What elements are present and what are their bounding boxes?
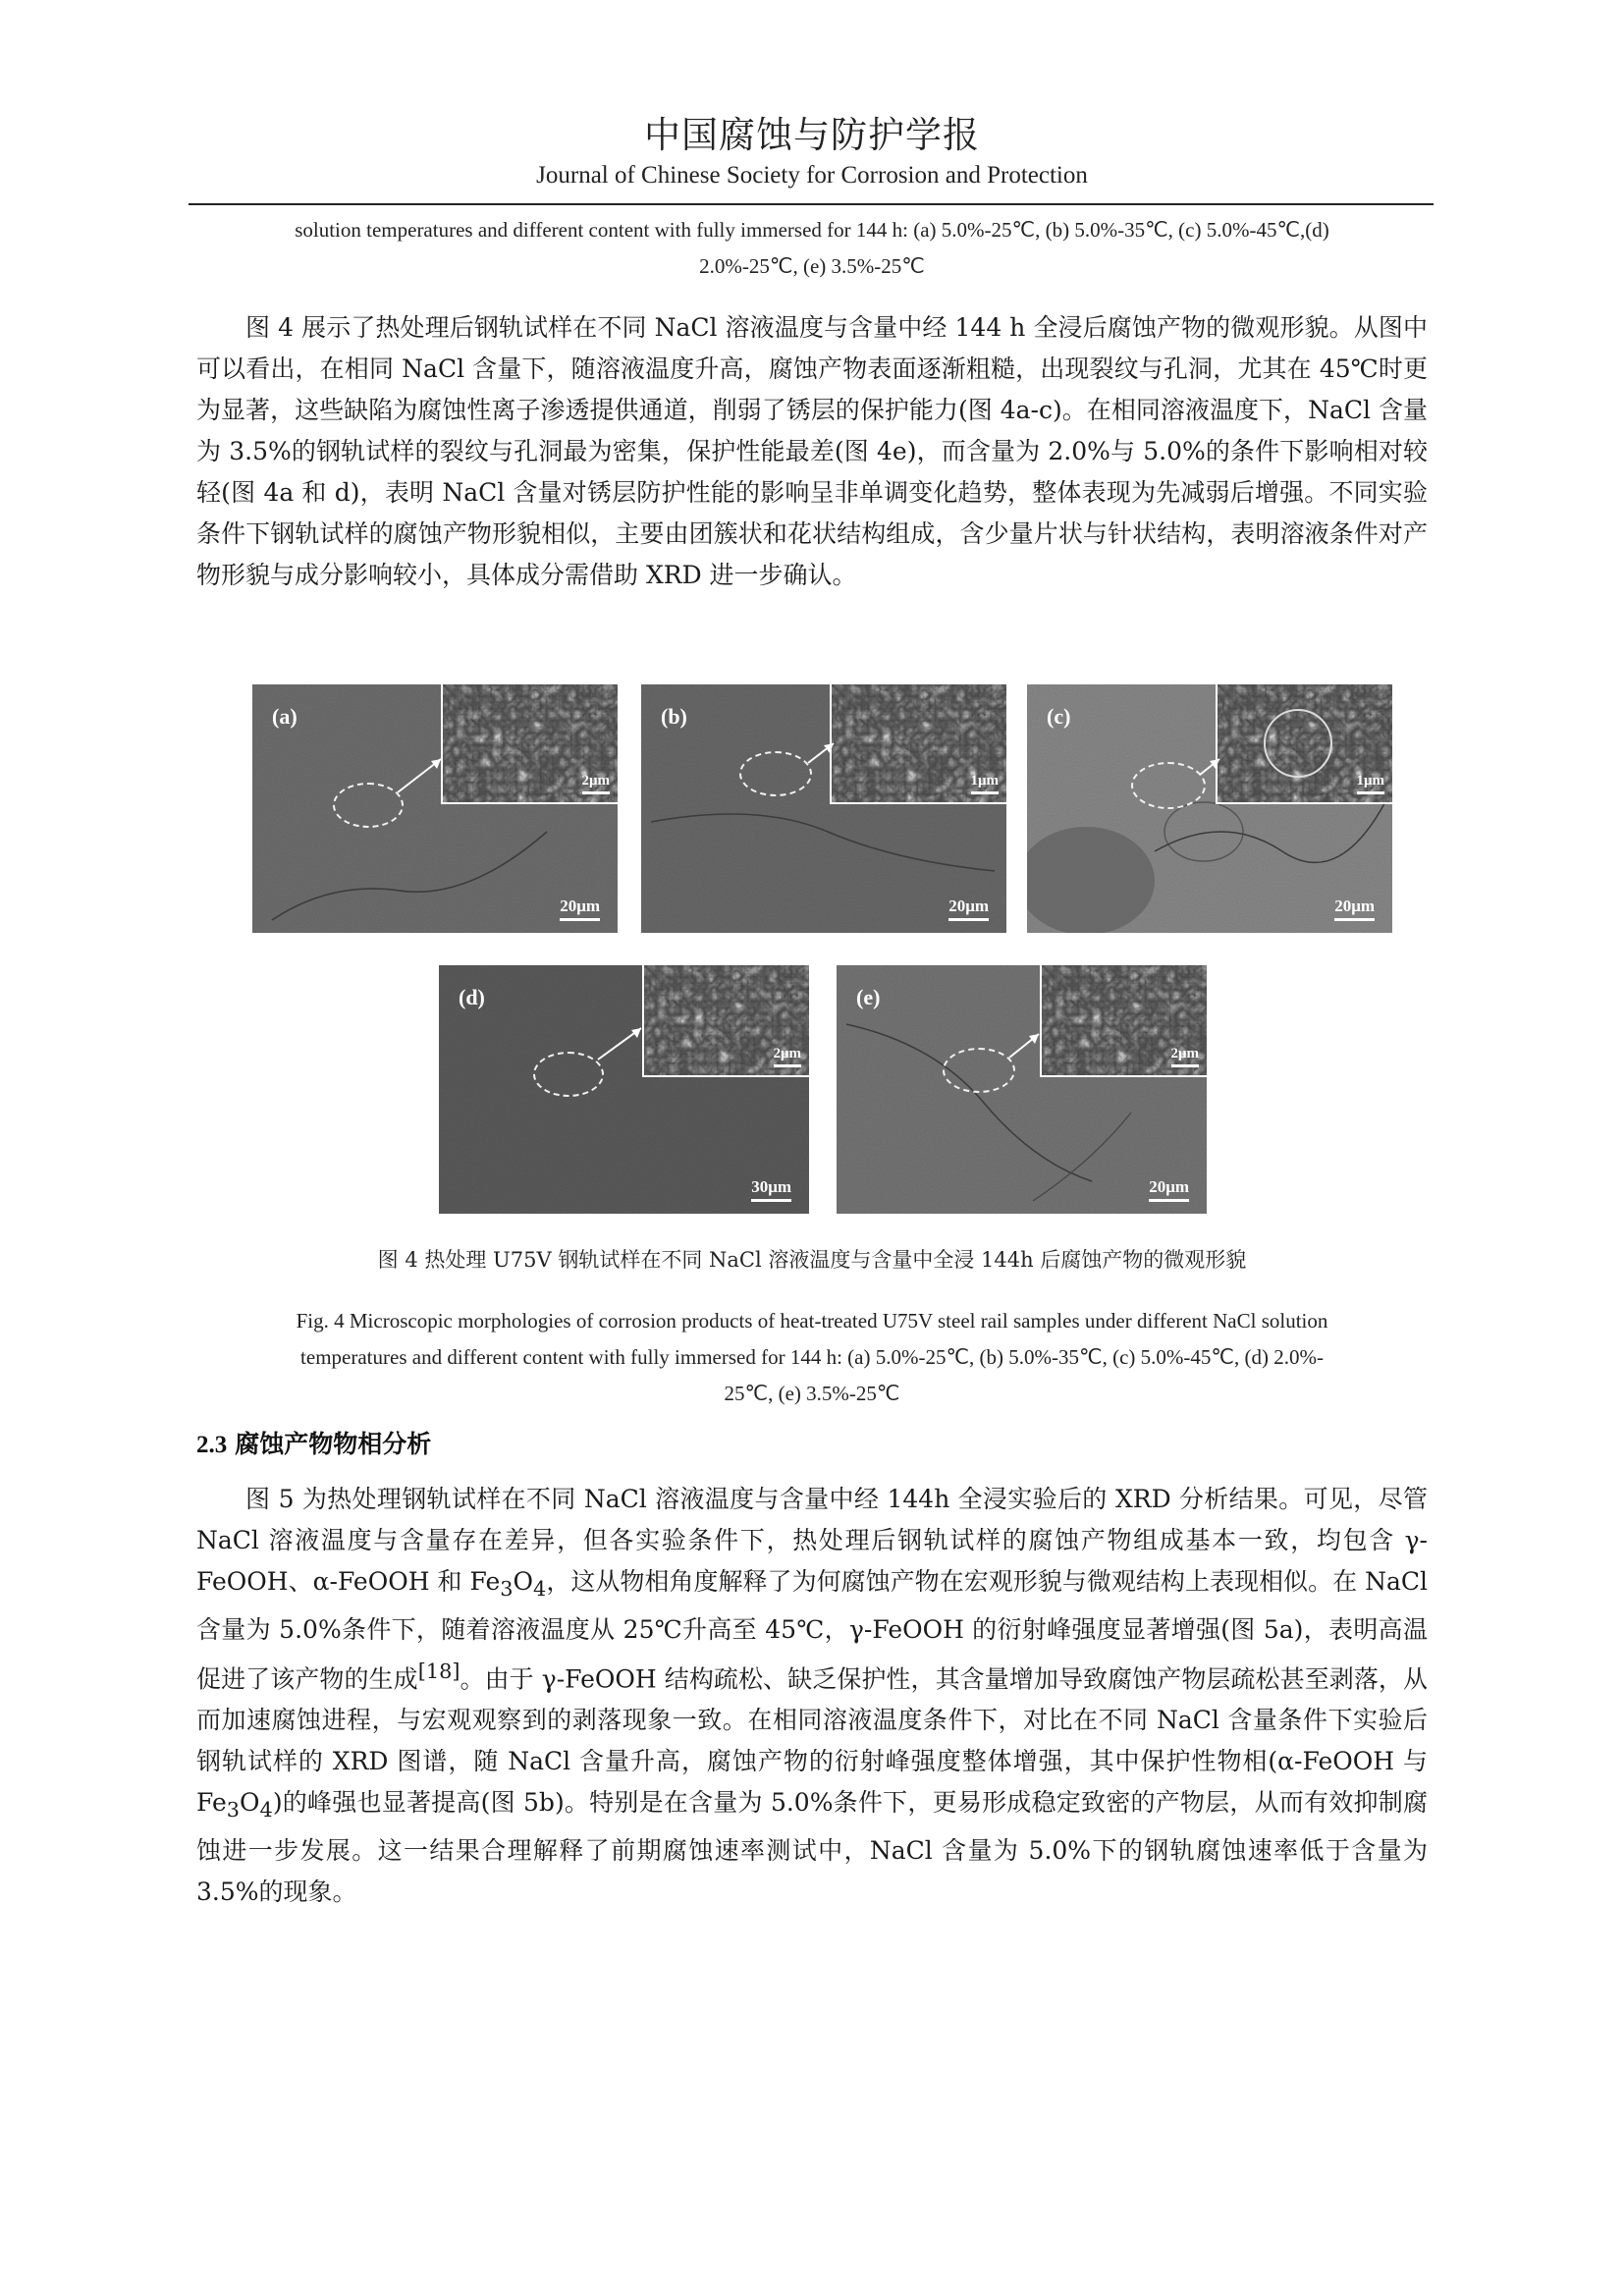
figure-caption-cn: 图 4 热处理 U75V 钢轨试样在不同 NaCl 溶液温度与含量中全浸 144h 后腐蚀产物的微观形貌 (377, 1248, 1247, 1272)
body-paragraph-2 (196, 1479, 1428, 1913)
journal-title-cn: 中国腐蚀与防护学报 (644, 114, 980, 156)
section-heading (196, 1425, 431, 1460)
scale-label: 20μm (1334, 897, 1375, 915)
text-run: 。由于 γ-FeOOH 结构疏松、缺乏保护性，其含量增加导致腐蚀产物层疏松甚至剥落，从而加速腐蚀进程，与宏观观察到的剥落现象一致。在相同溶液温度条件下，对比在不同 NaCl 含量条件下实验后钢轨试样的 XRD 图谱，随 NaCl 含量升高，腐蚀产物的衍射峰强度整体增强，其中保护性物相(α-FeOOH 与 Fe (196, 1664, 1428, 1818)
subscript: 4 (259, 1798, 273, 1823)
caption-line: 2.0%-25℃, (e) 3.5%-25℃ (699, 254, 925, 278)
caption-line: temperatures and different content with fully immersed for 144 h: (a) 5.0%-25℃, (b) 5.0%-35℃, (c) 5.0%-45℃, (d) 2.0%- (300, 1345, 1324, 1369)
panel-label: (a) (272, 704, 298, 729)
figure-caption-en (196, 1303, 1428, 1412)
header-rule (189, 203, 1434, 205)
inset-scale-label: 1μm (970, 773, 999, 789)
body-paragraph-1: 图 4 展示了热处理后钢轨试样在不同 NaCl 溶液温度与含量中经 144 h 全浸后腐蚀产物的微观形貌。从图中可以看出，在相同 NaCl 含量下，随溶液温度升高，腐蚀产物表面逐渐粗糙，出现裂纹与孔洞，尤其在 45℃时更为显著，这些缺陷为腐蚀性离子渗透提供通道，削弱了锈层的保护能力(图 4a-c)。在相同溶液温度下，NaCl 含量为 3.5%的钢轨试样的裂纹与孔洞最为密集，保护性能最差(图 4e)，而含量为 2.0%与 5.0%的条件下影响相对较轻(图 4a 和 d)，表明 NaCl 含量对锈层防护性能的影响呈非单调变化趋势，整体表现为先减弱后增强。不同实验条件下钢轨试样的腐蚀产物形貌相似，主要由团簇状和花状结构组成，含少量片状与针状结构，表明溶液条件对产物形貌与成分影响较小，具体成分需借助 XRD 进一步确认。 (196, 313, 1428, 589)
scale-bar (1149, 1177, 1189, 1202)
sem-panel-e (837, 965, 1207, 1214)
panel-label: (b) (661, 704, 687, 729)
sem-panel-a (252, 684, 618, 933)
scale-label: 20μm (948, 897, 989, 915)
citation-ref: [18] (417, 1659, 460, 1683)
sem-panel-d (439, 965, 809, 1214)
panel-label: (d) (459, 985, 485, 1009)
scale-bar (948, 897, 989, 921)
section-title: 腐蚀产物物相分析 (235, 1430, 432, 1458)
sem-panel-b (641, 684, 1006, 933)
scale-label: 30μm (751, 1177, 791, 1196)
scale-label: 20μm (1149, 1177, 1189, 1196)
panel-label: (e) (856, 985, 881, 1009)
inset-scale-label: 1μm (1356, 773, 1384, 789)
subscript: 3 (226, 1798, 241, 1823)
inset-scale-label: 2μm (581, 773, 610, 789)
page-header (0, 116, 1624, 190)
sem-panel-c (1027, 684, 1392, 933)
panel-label: (c) (1047, 704, 1071, 729)
scale-bar (751, 1177, 791, 1202)
text-run: O (240, 1788, 260, 1818)
text-run: )的峰强也显著提高(图 5b)。特别是在含量为 5.0%条件下，更易形成稳定致密的产物层，从而有效抑制腐蚀进一步发展。这一结果合理解释了前期腐蚀速率测试中，NaCl 含量为 5.0%下的钢轨腐蚀速率低于含量为 3.5%的现象。 (196, 1788, 1428, 1907)
journal-title-en: Journal of Chinese Society for Corrosion and Protection (536, 161, 1088, 189)
scale-bar (560, 897, 600, 921)
section-number: 2.3 (196, 1432, 228, 1458)
text-run: 图 5 为热处理钢轨试样在不同 NaCl 溶液温度与含量中经 144h 全浸实验后的 XRD 分析结果。可见，尽管 NaCl 溶液温度与含量存在差异，但各实验条件下，热处理后钢轨试样的腐蚀产物组成基本一致，均包含 γ-FeOOH、α-FeOOH 和 Fe (196, 1485, 1428, 1596)
scale-bar (1334, 897, 1375, 921)
caption-line: 25℃, (e) 3.5%-25℃ (724, 1382, 900, 1405)
text-run: O (513, 1567, 534, 1596)
text-run: ，这从物相角度解释了为何腐蚀产物在宏观形貌与微观结构上表现相似。在 NaCl 含量为 5.0%条件下，随着溶液温度从 25℃升高至 45℃，γ-FeOOH 的衍射峰强度显著增强(图 5a)，表明高温促进了该产物的生成 (196, 1567, 1428, 1694)
caption-line: Fig. 4 Microscopic morphologies of corrosion products of heat-treated U75V steel rail samples under different NaCl solution (296, 1309, 1328, 1333)
scale-label: 20μm (560, 897, 600, 915)
inset-scale-label: 2μm (773, 1046, 801, 1061)
inset-scale-label: 2μm (1170, 1046, 1199, 1061)
caption-line: solution temperatures and different content with fully immersed for 144 h: (a) 5.0%-25℃, (b) 5.0%-35℃, (c) 5.0%-45℃,(d) (295, 218, 1329, 242)
subscript: 3 (500, 1577, 514, 1601)
previous-figure-caption-continuation (196, 212, 1428, 285)
subscript: 4 (533, 1577, 547, 1601)
